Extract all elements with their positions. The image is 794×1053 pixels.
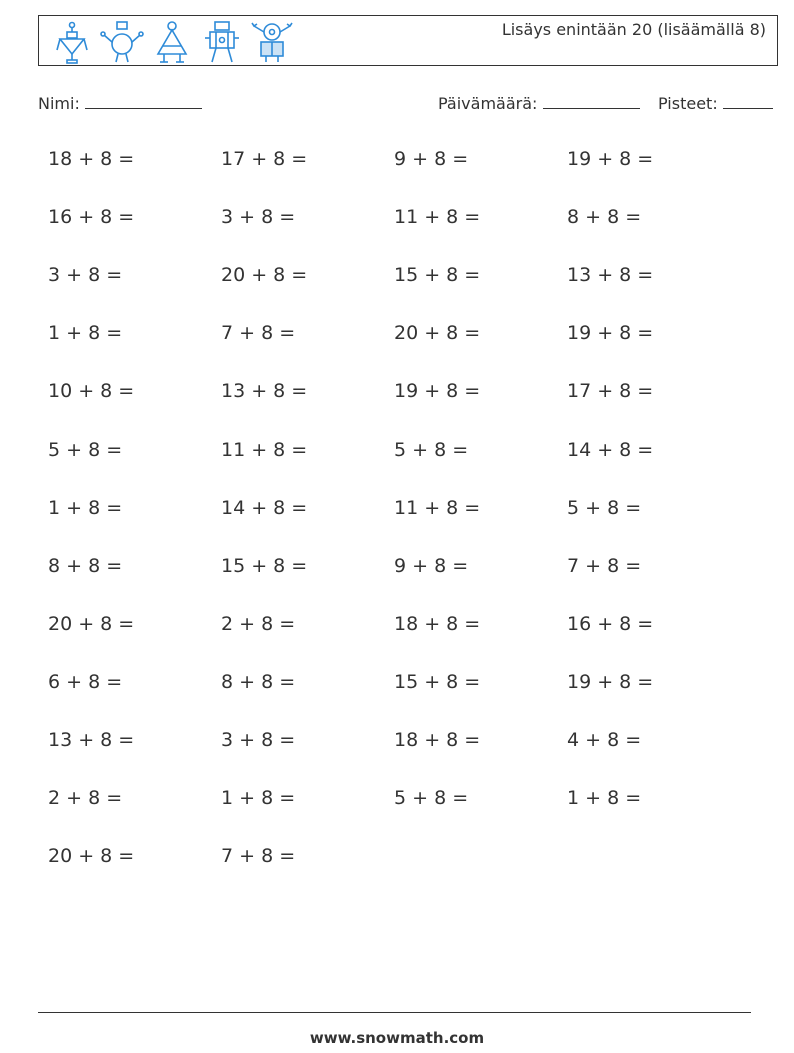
problem-item: 14 + 8 = [567,439,654,461]
problem-item: 7 + 8 = [567,555,642,577]
name-blank[interactable] [85,94,202,109]
problem-item: 1 + 8 = [567,787,642,809]
problem-item: 1 + 8 = [48,322,123,344]
date-field [438,94,640,113]
problem-item: 7 + 8 = [221,322,296,344]
problem-item: 16 + 8 = [567,613,654,635]
robot-icons [49,20,295,64]
robot-4-icon [199,20,245,64]
footer-divider [38,1012,751,1013]
robot-2-icon [99,20,145,64]
problem-item: 13 + 8 = [48,729,135,751]
problem-item: 19 + 8 = [394,380,481,402]
problem-item: 9 + 8 = [394,555,469,577]
worksheet-title: Lisäys enintään 20 (lisäämällä 8) [501,20,766,39]
problem-item: 13 + 8 = [567,264,654,286]
problem-item: 15 + 8 = [394,264,481,286]
problem-item: 9 + 8 = [394,148,469,170]
problem-item: 1 + 8 = [48,497,123,519]
score-field [658,94,773,113]
problem-item: 17 + 8 = [567,380,654,402]
robot-1-icon [49,20,95,64]
problem-item: 8 + 8 = [48,555,123,577]
date-blank[interactable] [543,94,640,109]
problem-item: 2 + 8 = [221,613,296,635]
problem-item: 3 + 8 = [221,729,296,751]
footer-website: www.snowmath.com [309,1029,485,1047]
problem-item: 1 + 8 = [221,787,296,809]
robot-3-icon [149,20,195,64]
problem-item: 5 + 8 = [567,497,642,519]
problem-item: 18 + 8 = [394,729,481,751]
problem-item: 8 + 8 = [221,671,296,693]
score-blank[interactable] [723,94,773,109]
problem-item: 3 + 8 = [221,206,296,228]
problem-item: 11 + 8 = [394,497,481,519]
name-field [38,94,202,113]
problem-item: 4 + 8 = [567,729,642,751]
problem-item: 19 + 8 = [567,671,654,693]
problem-item: 5 + 8 = [48,439,123,461]
problem-item: 11 + 8 = [394,206,481,228]
problem-item: 17 + 8 = [221,148,308,170]
problem-item: 18 + 8 = [394,613,481,635]
problem-item: 20 + 8 = [48,845,135,867]
problem-item: 8 + 8 = [567,206,642,228]
problem-item: 15 + 8 = [221,555,308,577]
problem-item: 3 + 8 = [48,264,123,286]
problem-item: 5 + 8 = [394,439,469,461]
problem-item: 16 + 8 = [48,206,135,228]
problem-item: 2 + 8 = [48,787,123,809]
worksheet-header [38,15,778,66]
score-label: Pisteet: [658,94,718,113]
problem-item: 19 + 8 = [567,148,654,170]
problem-item: 18 + 8 = [48,148,135,170]
problem-item: 11 + 8 = [221,439,308,461]
name-label: Nimi: [38,94,80,113]
problem-item: 7 + 8 = [221,845,296,867]
problem-item: 5 + 8 = [394,787,469,809]
problem-item: 15 + 8 = [394,671,481,693]
problem-item: 13 + 8 = [221,380,308,402]
problem-item: 20 + 8 = [394,322,481,344]
problem-item: 6 + 8 = [48,671,123,693]
date-label: Päivämäärä: [438,94,538,113]
problem-item: 20 + 8 = [221,264,308,286]
problem-item: 14 + 8 = [221,497,308,519]
problem-item: 10 + 8 = [48,380,135,402]
robot-5-icon [249,20,295,64]
problem-item: 20 + 8 = [48,613,135,635]
problem-item: 19 + 8 = [567,322,654,344]
